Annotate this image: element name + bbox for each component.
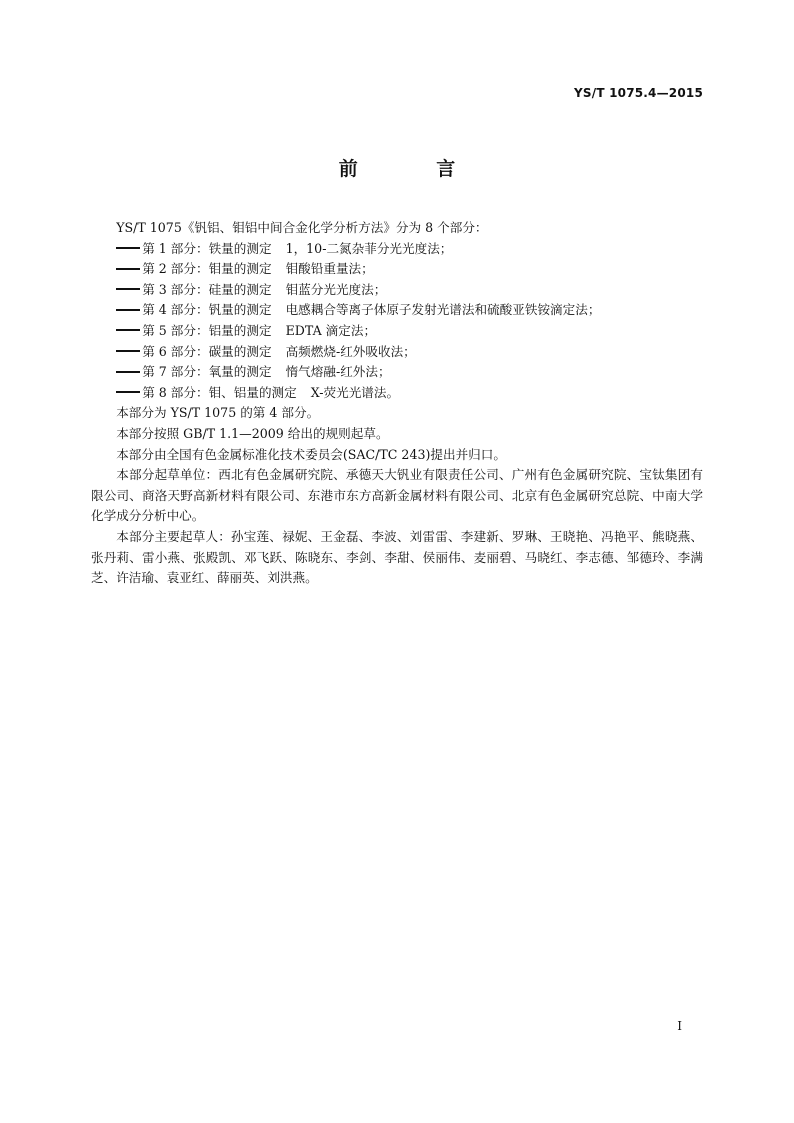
- list-item: 第 7 部分：氧量的测定 惰气熔融-红外法；: [91, 362, 703, 383]
- dash-mark: [116, 268, 140, 270]
- page-title: 前 言: [338, 158, 492, 180]
- drafting-units: 本部分起草单位：西北有色金属研究院、承德天大钒业有限责任公司、广州有色金属研究院、宝钛集团有限公司、商洛天野高新材料有限公司、东港市东方高新金属材料有限公司、北京有色金属研究总院、中南大学化学成分分析中心。: [91, 467, 703, 524]
- standard-code: YS/T 1075.4—2015: [574, 86, 703, 100]
- list-item: 第 2 部分：钼量的测定 钼酸铅重量法；: [91, 259, 703, 280]
- intro-paragraph: YS/T 1075《钒铝、钼铝中间合金化学分析方法》分为 8 个部分：: [116, 220, 488, 235]
- dash-mark: [116, 371, 140, 373]
- dash-mark: [116, 288, 140, 290]
- dash-mark: [116, 329, 140, 331]
- drafting-rules: 本部分按照 GB/T 1.1—2009 给出的规则起草。: [116, 425, 389, 441]
- dash-mark: [116, 350, 140, 352]
- list-item: 第 6 部分：碳量的测定 高频燃烧-红外吸收法；: [91, 342, 703, 363]
- list-item: 第 4 部分：钒量的测定 电感耦合等离子体原子发射光谱法和硫酸亚铁铵滴定法；: [91, 300, 703, 321]
- list-item: 第 5 部分：铝量的测定 EDTA 滴定法；: [91, 321, 703, 342]
- page-number: I: [677, 1019, 682, 1033]
- main-drafters: 本部分主要起草人：孙宝莲、禄妮、王金磊、李波、刘雷雷、李建新、罗琳、王晓艳、冯艳平、熊晓燕、张丹莉、雷小燕、张殿凯、邓飞跃、陈晓东、李剑、李甜、侯丽伟、麦丽碧、马晓红、李志德、邹德玲、李满芝、许洁瑜、袁亚红、薛丽英、刘洪燕。: [91, 528, 703, 586]
- foreword-body: [91, 218, 703, 589]
- proposer-statement: 本部分由全国有色金属标准化技术委员会(SAC/TC 243)提出并归口。: [116, 446, 506, 462]
- dash-mark: [116, 391, 140, 393]
- list-item: 第 3 部分：硅量的测定 钼蓝分光光度法；: [91, 280, 703, 301]
- dash-mark: [116, 247, 140, 249]
- list-item: 第 8 部分：钼、铝量的测定 X-荧光光谱法。: [91, 383, 703, 404]
- part-statement: 本部分为 YS/T 1075 的第 4 部分。: [116, 405, 320, 421]
- list-item: 第 1 部分：铁量的测定 1，10-二氮杂菲分光光度法；: [91, 239, 703, 260]
- dash-mark: [116, 309, 140, 311]
